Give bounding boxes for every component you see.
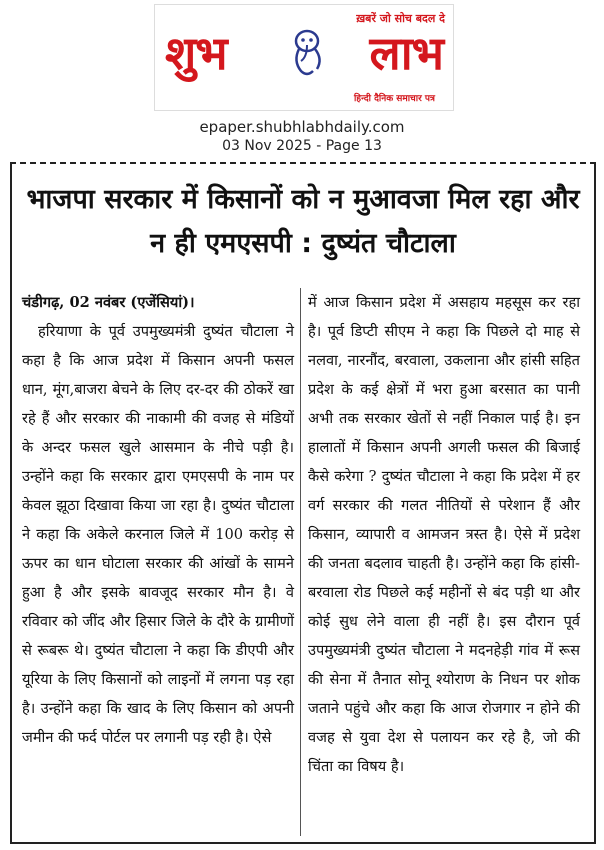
article-column-right [308,288,580,781]
article-body-left [22,317,294,752]
article-box [10,162,596,844]
article-column-left [22,288,294,752]
masthead-title-left: शुभ [165,26,227,80]
column-divider [300,288,301,836]
masthead-tagline: ख़बरें जो सोच बदल दे [356,12,445,25]
epaper-page [4,4,600,846]
edition-url[interactable]: epaper.shubhlabhdaily.com [199,118,405,136]
masthead-subtitle: हिन्दी दैनिक समाचार पत्र [353,94,435,104]
article-headline: भाजपा सरकार में किसानों को न मुआवजा मिल रहा और न ही एमएसपी : दुष्यंत चौटाला [26,184,580,259]
masthead-title-right: लाभ [369,26,443,80]
ganesh-logo-icon [287,27,327,79]
article-dateline: चंडीगढ़, 02 नवंबर (एजेंसियां)। [22,294,195,311]
article-body-left-text: हरियाणा के पूर्व उपमुख्यमंत्री दुष्यंत चौटाला ने कहा है कि आज प्रदेश में किसान अपनी फसल धान, मूंग,बाजरा बेचने के लिए दर-दर की ठोकरें खा रहे हैं और सरकार की नाकामी की वजह से मंडियों के अन्दर फसल खुले आसमान के नीचे पड़ी है। उन्होंने कहा कि सरकार द्वारा एमएसपी के नाम पर केवल झूठा दिखावा किया जा रहा है। दुष्यंत चौटाला ने कहा कि अकेले करनाल जिले में 100 करोड़ से ऊपर का धान घोटाला सरकार की आंखों के सामने हुआ है और इसके बावजूद सरकार मौन है। वे रविवार को जींद और हिसार जिले के दौरे के ग्रामीणों से रूबरू थे। दुष्यंत चौटाला ने कहा कि डीएपी और यूरिया के लिए किसानों को लाइनों में लगना पड़ रहा है। उन्होंने कहा कि खाद के लिए किसान को अपनी जमीन की फर्द पोर्टल पर लगानी पड़ रही है। ऐसे [22,323,294,746]
article-body-right: में आज किसान प्रदेश में असहाय महसूस कर रहा है। पूर्व डिप्टी सीएम ने कहा कि पिछले दो माह से नलवा, नारनौंद, बरवाला, उकलाना और हांसी सहित प्रदेश के कई क्षेत्रों में भरा हुआ बरसात का पानी अभी तक सरकार खेतों से नहीं निकाल पाई है। इन हालातों में किसान अपनी अगली फसल की बिजाई कैसे करेगा ? दुष्यंत चौटाला ने कहा कि प्रदेश में हर वर्ग सरकार की गलत नीतियों से परेशान हैं और किसान, व्यापारी व आमजन त्रस्त है। ऐसे में प्रदेश की जनता बदलाव चाहती है। उन्होंने कहा कि हांसी-बरवाला रोड पिछले कई महीनों से बंद पड़ी था और कोई सुध लेने वाला ही नहीं है। इस दौरान पूर्व उपमुख्यमंत्री दुष्यंत चौटाला ने मदनहेड़ी गांव में रूस की सेना में तैनात सोनू श्योराण के निधन पर शोक जताने पहुंचे और कहा कि आज रोजगार न होने की वजह से युवा देश से पलायन कर रहे है, जो की चिंता का विषय है। [308,294,580,775]
edition-date-page: 03 Nov 2025 - Page 13 [222,138,382,154]
masthead[interactable] [154,4,454,111]
